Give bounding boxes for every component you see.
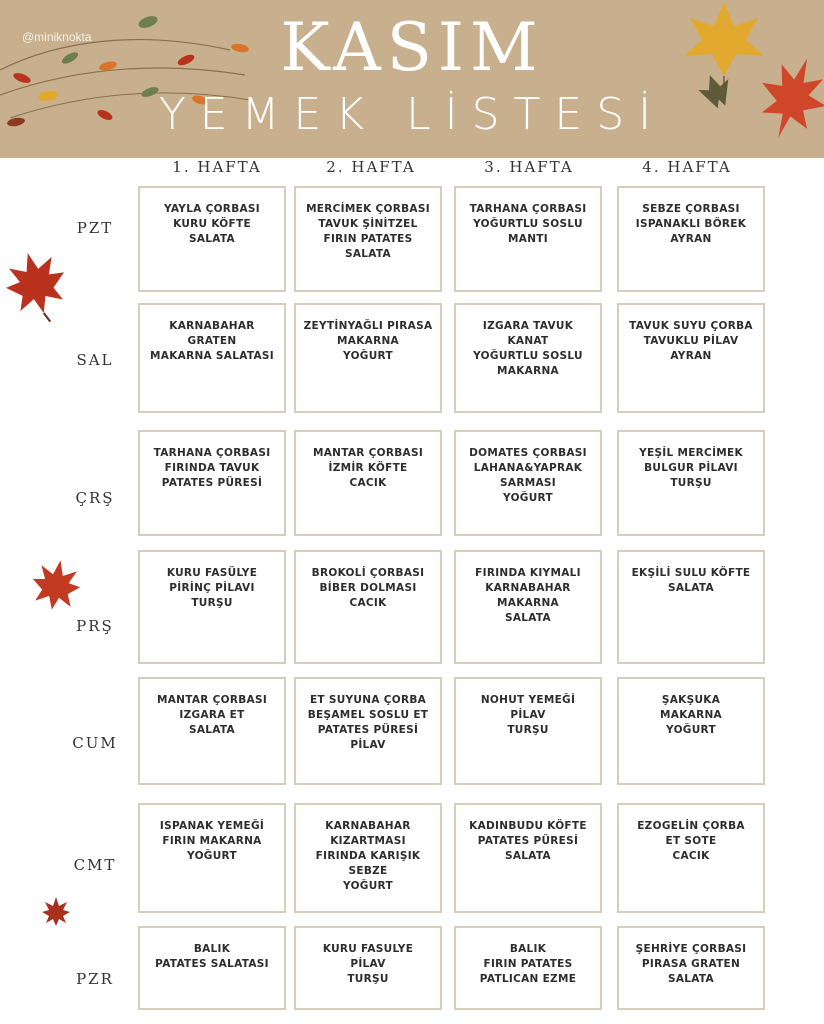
menu-item: LAHANA&YAPRAK [473,462,583,474]
menu-item: ET SUYUNA ÇORBA [309,694,427,706]
menu-item: BULGUR PİLAVI [644,462,738,474]
menu-item: FIRIN MAKARNA [162,835,262,847]
menu-item: PİLAV [350,958,386,970]
day-sunday-label: PZR [76,970,114,988]
menu-item: EZOGELİN ÇORBA [637,820,745,832]
menu-item: YOĞURTLU SOSLU [473,218,583,230]
menu-cell-friday-week-4 [617,677,765,785]
menu-cell-thursday-week-3 [454,550,602,664]
menu-cell-monday-week-4 [617,186,765,292]
menu-cell-thursday-week-2 [294,550,442,664]
menu-item: SEBZE [348,865,388,877]
menu-item: FIRIN PATATES [483,958,573,970]
menu-item: TURŞU [191,597,233,609]
menu-item: KARNABAHAR [325,820,411,832]
day-tuesday-label: SAL [76,351,114,369]
menu-item: KURU KÖFTE [173,218,251,230]
menu-cell-saturday-week-4 [617,803,765,913]
menu-item: ISPANAK YEMEĞİ [159,820,265,832]
menu-item: SALATA [505,850,551,862]
menu-item: KARNABAHAR [169,320,255,332]
menu-item: MANTAR ÇORBASI [156,694,268,706]
menu-cell-monday-week-3 [454,186,602,292]
menu-item: SALATA [505,612,551,624]
menu-item: ET SOTE [665,835,717,847]
menu-item: YOĞURTLU SOSLU [473,350,583,362]
menu-item: PATATES SALATASI [155,958,269,970]
menu-item: GRATEN [187,335,237,347]
menu-item: SALATA [668,973,714,985]
menu-item: SARMASI [500,477,556,489]
menu-cell-friday-week-3 [454,677,602,785]
day-thursday-label: PRŞ [76,617,114,635]
menu-cell-saturday-week-1 [138,803,286,913]
menu-item: TAVUKLU PİLAV [643,335,739,347]
menu-cell-tuesday-week-3 [454,303,602,413]
menu-item: CACIK [672,850,710,862]
menu-item: MAKARNA [337,335,399,347]
menu-item: İZMİR KÖFTE [328,462,408,474]
menu-item: YOĞURT [187,850,237,862]
menu-item: SALATA [668,582,714,594]
menu-item: BEŞAMEL SOSLU ET [307,709,429,721]
header-banner [0,0,824,158]
menu-item: DOMATES ÇORBASI [469,447,587,459]
menu-item: PATATES PÜRESİ [161,477,263,489]
menu-item: ŞEHRİYE ÇORBASI [635,943,747,955]
week-2-header: 2. HAFTA [326,158,416,176]
menu-cell-thursday-week-4 [617,550,765,664]
day-wednesday-label: ÇRŞ [75,489,115,507]
menu-item: AYRAN [670,350,712,362]
menu-item: TARHANA ÇORBASI [153,447,271,459]
menu-cell-friday-week-2 [294,677,442,785]
menu-item: BİBER DOLMASI [319,582,417,594]
menu-cell-wednesday-week-2 [294,430,442,536]
menu-item: BROKOLİ ÇORBASI [311,567,425,579]
menu-item: SALATA [189,724,235,736]
menu-item: TARHANA ÇORBASI [469,203,587,215]
menu-item: FIRINDA KIYMALI [475,567,581,579]
menu-item: KIZARTMASI [330,835,406,847]
menu-item: MAKARNA SALATASI [150,350,274,362]
menu-item: MAKARNA [497,365,559,377]
menu-item: ZEYTİNYAĞLI PIRASA [303,320,433,332]
menu-item: TURŞU [347,973,389,985]
menu-item: FIRINDA TAVUK [164,462,260,474]
menu-item: MAKARNA [660,709,722,721]
menu-item: EKŞİLİ SULU KÖFTE [631,567,751,579]
menu-item: BALIK [509,943,547,955]
menu-cell-tuesday-week-1 [138,303,286,413]
menu-item: SALATA [189,233,235,245]
menu-cell-sunday-week-1 [138,926,286,1010]
menu-item: IZGARA TAVUK [482,320,574,332]
menu-cell-friday-week-1 [138,677,286,785]
menu-cell-wednesday-week-3 [454,430,602,536]
maple-leaf-icon [36,894,76,930]
menu-item: KANAT [507,335,549,347]
menu-item: CACIK [349,477,387,489]
menu-item: CACIK [349,597,387,609]
week-1-header: 1. HAFTA [172,158,262,176]
menu-item: AYRAN [670,233,712,245]
menu-item: YOĞURT [343,350,393,362]
menu-item: PIRASA GRATEN [641,958,741,970]
menu-item: BALIK [193,943,231,955]
menu-cell-thursday-week-1 [138,550,286,664]
menu-item: MANTI [508,233,548,245]
menu-item: YOĞURT [503,492,553,504]
menu-item: YOĞURT [343,880,393,892]
menu-item: MERCİMEK ÇORBASI [306,203,430,215]
week-3-header: 3. HAFTA [484,158,574,176]
page-title: KASIM [280,9,544,86]
menu-cell-wednesday-week-4 [617,430,765,536]
menu-item: FIRINDA KARIŞIK [315,850,421,862]
day-saturday-label: CMT [73,856,117,874]
menu-item: YAYLA ÇORBASI [163,203,260,215]
menu-cell-saturday-week-3 [454,803,602,913]
page-subtitle: YEMEK LİSTESİ [158,89,666,140]
menu-item: KURU FASULYE [322,943,414,955]
menu-item: YEŞİL MERCİMEK [639,447,743,459]
menu-item: PİLAV [350,739,386,751]
menu-item: MAKARNA [497,597,559,609]
menu-cell-monday-week-2 [294,186,442,292]
menu-item: ISPANAKLI BÖREK [635,218,747,230]
menu-cell-sunday-week-2 [294,926,442,1010]
menu-cell-tuesday-week-4 [617,303,765,413]
menu-item: PİLAV [510,709,546,721]
menu-item: FIRIN PATATES [323,233,413,245]
day-friday-label: CUM [72,734,118,752]
maple-leaf-icon [28,556,84,616]
menu-cell-sunday-week-3 [454,926,602,1010]
menu-item: NOHUT YEMEĞİ [480,694,576,706]
menu-item: TAVUK ŞİNİTZEL [318,218,418,230]
menu-item: TURŞU [670,477,712,489]
menu-item: PATATES PÜRESİ [477,835,579,847]
menu-item: ŞAKŞUKA [661,694,721,706]
day-monday-label: PZT [76,219,114,237]
menu-item: SEBZE ÇORBASI [642,203,740,215]
menu-item: PATATES PÜRESİ [317,724,419,736]
maple-leaf-icon [2,248,70,324]
menu-cell-monday-week-1 [138,186,286,292]
menu-item: PATLICAN EZME [479,973,577,985]
menu-item: YOĞURT [666,724,716,736]
menu-item: TAVUK SUYU ÇORBA [629,320,753,332]
menu-item: PİRİNÇ PİLAVI [169,582,255,594]
menu-item: IZGARA ET [179,709,245,721]
menu-item: KURU FASÜLYE [166,567,258,579]
author-handle: @miniknokta [22,30,92,44]
menu-item: MANTAR ÇORBASI [312,447,424,459]
menu-cell-wednesday-week-1 [138,430,286,536]
menu-cell-tuesday-week-2 [294,303,442,413]
week-4-header: 4. HAFTA [642,158,732,176]
menu-item: SALATA [345,248,391,260]
menu-cell-saturday-week-2 [294,803,442,913]
menu-cell-sunday-week-4 [617,926,765,1010]
menu-item: KADINBUDU KÖFTE [469,820,587,832]
menu-item: KARNABAHAR [485,582,571,594]
menu-item: TURŞU [507,724,549,736]
